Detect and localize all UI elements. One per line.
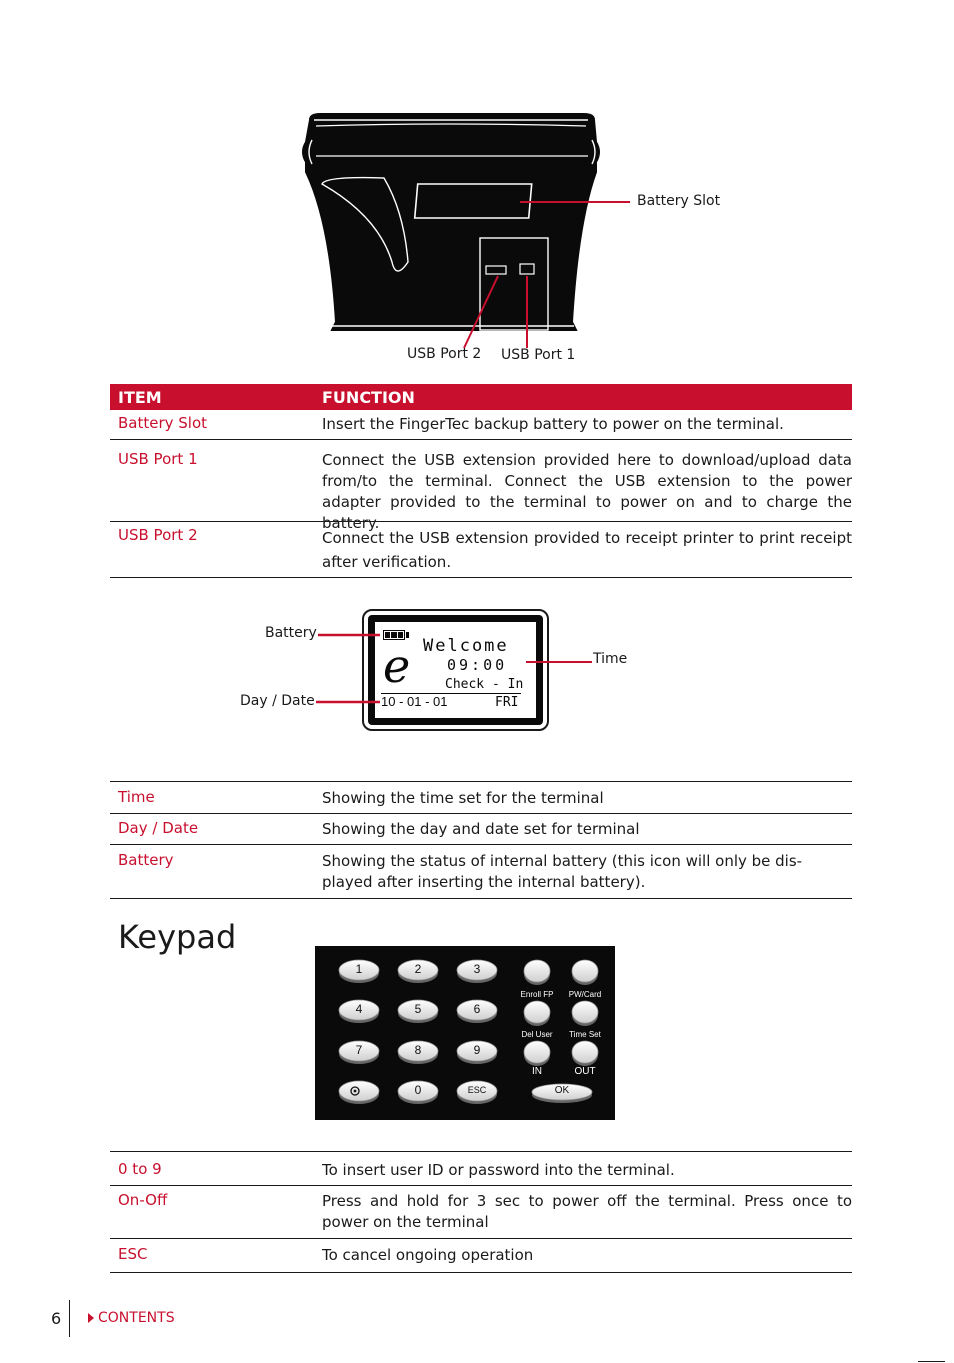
- usb-port-1-label: USB Port 1: [501, 347, 576, 363]
- triangle-right-icon: [88, 1313, 94, 1323]
- digit-key-label: 2: [414, 961, 422, 976]
- battery-label: Battery: [265, 625, 317, 641]
- check-in-status: Check - In: [445, 677, 524, 692]
- keypad-table: [110, 1151, 852, 1273]
- usb-port-2-label: USB Port 2: [407, 346, 482, 362]
- digit-key-label: 9: [473, 1042, 481, 1057]
- time-display: 09:00: [447, 656, 508, 674]
- row-function: To cancel ongoing operation: [322, 1246, 534, 1264]
- table-row: [110, 782, 852, 814]
- row-function: Showing the time set for the terminal: [322, 789, 604, 807]
- time-label: Time: [593, 651, 628, 667]
- digit-key-label: 5: [414, 1001, 422, 1016]
- row-item: USB Port 1: [118, 450, 198, 468]
- footer-divider: [69, 1300, 70, 1337]
- row-function: Showing the day and date set for terminal: [322, 820, 640, 838]
- del-user-label: Del User: [521, 1030, 553, 1040]
- corner-rule: [918, 1361, 945, 1362]
- table-row: [110, 522, 852, 578]
- day-display: FRI: [495, 695, 519, 710]
- fingertec-logo: e: [383, 639, 411, 693]
- screen-callout-lines: [0, 590, 954, 730]
- contents-link-label: CONTENTS: [98, 1310, 175, 1326]
- digit-key-label: 6: [473, 1001, 481, 1016]
- digit-key-label: 4: [355, 1001, 363, 1016]
- table-row: [110, 410, 852, 440]
- ok-key-label: OK: [554, 1085, 570, 1096]
- out-label: OUT: [574, 1066, 596, 1077]
- digit-key-label: 8: [414, 1042, 422, 1057]
- row-function: Showing the status of internal battery (this icon will only be dis-played after inserting the internal battery).: [322, 852, 803, 891]
- in-label: IN: [532, 1066, 542, 1077]
- date-display: 10 - 01 - 01: [381, 694, 448, 709]
- keypad-labels: [315, 946, 615, 1120]
- table-row: [110, 1239, 852, 1273]
- battery-slot-label: Battery Slot: [637, 193, 721, 209]
- device-callout-lines: [0, 0, 954, 380]
- pw-card-label: PW/Card: [568, 990, 602, 1000]
- row-function: Press and hold for 3 sec to power off the terminal. Press once to power on the terminal: [322, 1192, 852, 1231]
- header-function: FUNCTION: [322, 387, 415, 407]
- row-function: Connect the USB extension provided to receipt printer to print receipt after verification.: [322, 529, 852, 571]
- row-item: 0 to 9: [118, 1160, 162, 1178]
- row-function: Insert the FingerTec backup battery to power on the terminal.: [322, 415, 784, 433]
- row-item: On-Off: [118, 1191, 168, 1209]
- digit-key-label: 3: [473, 961, 481, 976]
- digit-key-label: 1: [355, 961, 363, 976]
- row-item: USB Port 2: [118, 526, 198, 544]
- table-row: [110, 814, 852, 845]
- table-row: [110, 1152, 852, 1186]
- esc-key-label: ESC: [467, 1084, 487, 1095]
- row-function: Connect the USB extension provided here to download/upload data from/to the terminal. Connect the USB extension to the power adapter provided to the terminal to power on and to charge the battery.: [322, 451, 852, 532]
- row-function: To insert user ID or password into the terminal.: [322, 1161, 675, 1179]
- table-header: [110, 384, 852, 410]
- row-item: Battery: [118, 851, 174, 869]
- row-item: ESC: [118, 1245, 148, 1263]
- digit-key-label: 7: [355, 1042, 363, 1057]
- row-item: Day / Date: [118, 819, 199, 837]
- item-function-table: [110, 384, 852, 578]
- welcome-text: Welcome: [423, 636, 509, 656]
- keypad-title: Keypad: [118, 918, 237, 956]
- screen-info-table: [110, 781, 852, 899]
- day-date-label: Day / Date: [240, 693, 315, 709]
- row-item: Battery Slot: [118, 414, 208, 432]
- table-row: [110, 1186, 852, 1239]
- table-row: [110, 440, 852, 532]
- time-set-label: Time Set: [569, 1030, 601, 1040]
- row-item: Time: [118, 788, 155, 806]
- contents-link[interactable]: [88, 1310, 175, 1326]
- table-row: [110, 845, 852, 899]
- page-number: 6: [51, 1309, 62, 1328]
- digit-key-label: 0: [414, 1082, 422, 1097]
- enroll-fp-label: Enroll FP: [520, 990, 554, 1000]
- header-item: ITEM: [118, 387, 162, 407]
